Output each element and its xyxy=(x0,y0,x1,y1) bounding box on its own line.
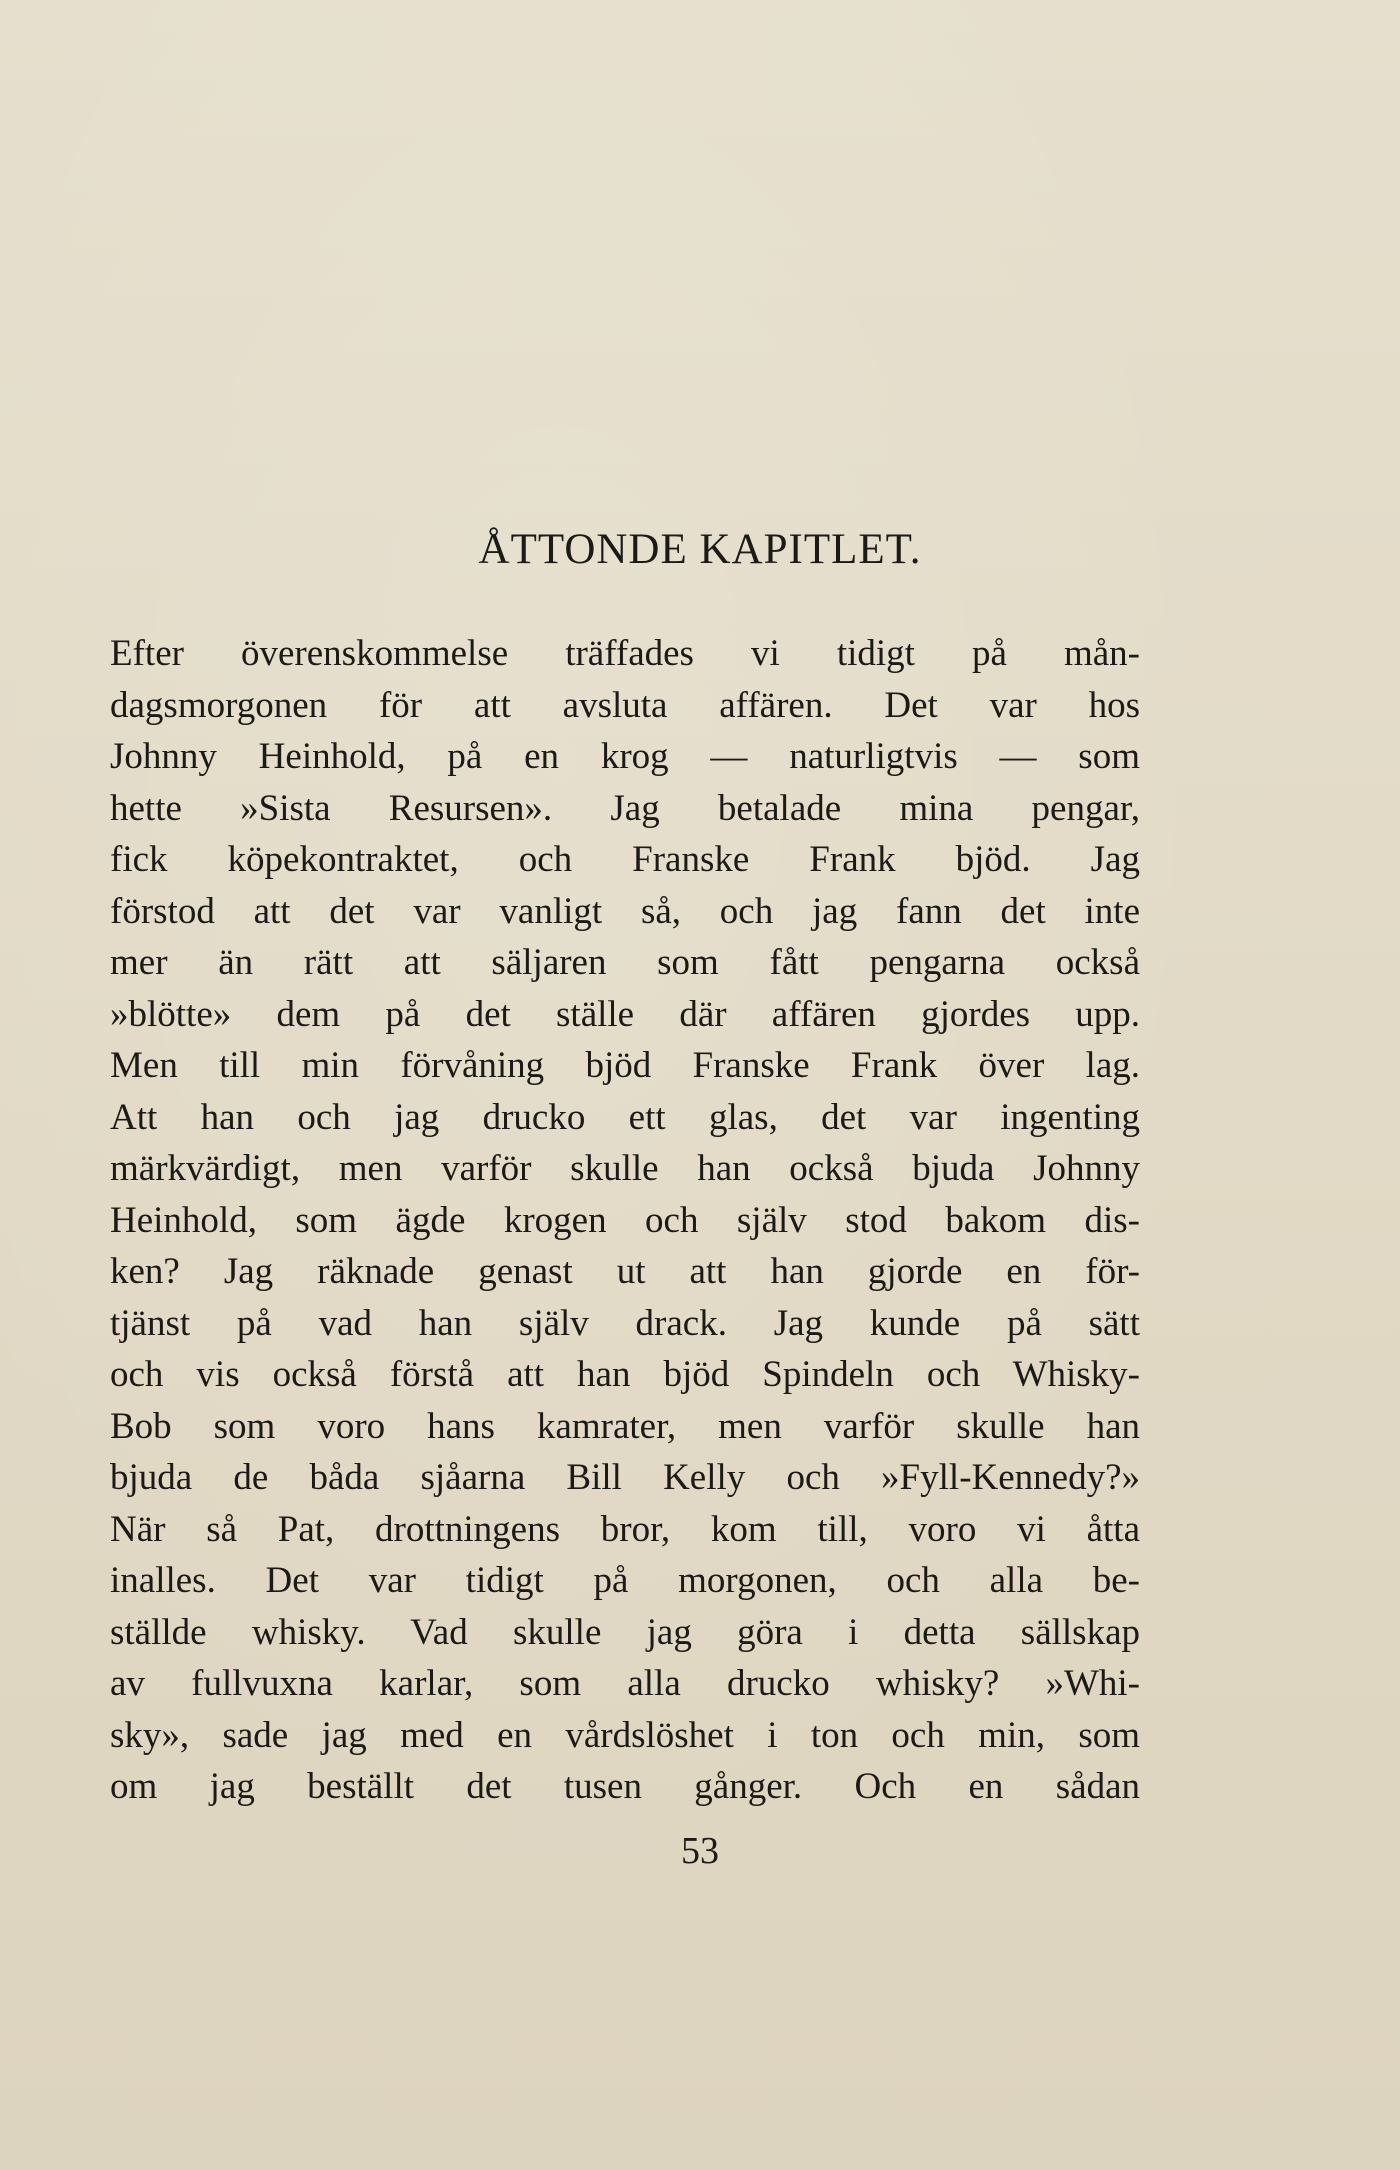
page-number: 53 xyxy=(681,1830,719,1872)
text-line: Bob som voro hans kamrater, men varför skulle han xyxy=(110,1405,1140,1447)
body-text xyxy=(110,628,1140,1813)
text-line: och vis också förstå att han bjöd Spindeln och Whisky- xyxy=(110,1354,1140,1395)
text-line: Att han och jag drucko ett glas, det var ingenting xyxy=(110,1096,1140,1138)
text-line: bjuda de båda sjåarna Bill Kelly och »Fyll-Kennedy?» xyxy=(110,1457,1140,1498)
text-line: märkvärdigt, men varför skulle han också bjuda Johnny xyxy=(110,1148,1140,1189)
text-line: förstod att det var vanligt så, och jag fann det inte xyxy=(110,890,1140,932)
text-line: dagsmorgonen för att avsluta affären. Det var hos xyxy=(110,684,1140,726)
text-line: av fullvuxna karlar, som alla drucko whisky? »Whi- xyxy=(110,1663,1140,1704)
text-line: sky», sade jag med en vårdslöshet i ton och min, som xyxy=(110,1714,1140,1756)
text-line: mer än rätt att säljaren som fått pengarna också xyxy=(110,942,1140,983)
text-line: Heinhold, som ägde krogen och själv stod bakom dis- xyxy=(110,1199,1140,1241)
text-line: »blötte» dem på det ställe där affären gjordes upp. xyxy=(110,993,1140,1035)
text-line: Men till min förvåning bjöd Franske Frank över lag. xyxy=(110,1045,1140,1086)
text-line: Johnny Heinhold, på en krog — naturligtvis — som xyxy=(110,736,1140,777)
text-line: hette »Sista Resursen». Jag betalade mina pengar, xyxy=(110,787,1140,829)
text-line: tjänst på vad han själv drack. Jag kunde på sätt xyxy=(110,1302,1140,1344)
text-line: inalles. Det var tidigt på morgonen, och alla be- xyxy=(110,1560,1140,1601)
text-line: om jag beställt det tusen gånger. Och en sådan xyxy=(110,1766,1140,1807)
text-line: fick köpekontraktet, och Franske Frank bjöd. Jag xyxy=(110,839,1140,880)
text-line: ken? Jag räknade genast ut att han gjorde en för- xyxy=(110,1251,1140,1292)
text-line: När så Pat, drottningens bror, kom till, voro vi åtta xyxy=(110,1508,1140,1550)
chapter-title: ÅTTONDE KAPITLET. xyxy=(478,526,922,573)
text-line: Efter överenskommelse träffades vi tidigt på mån- xyxy=(110,633,1140,674)
text-line: ställde whisky. Vad skulle jag göra i detta sällskap xyxy=(110,1611,1140,1653)
